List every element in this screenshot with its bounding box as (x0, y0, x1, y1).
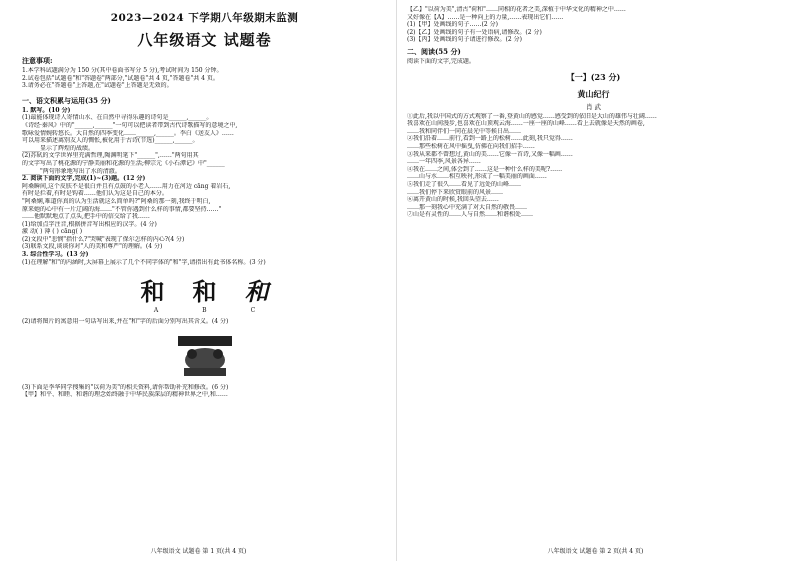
text-line: (1)【甲】处画线的句子……(2 分) (407, 21, 498, 29)
part-heading: 【一】(23 分) (566, 71, 621, 82)
essay-line: ……我们停下来欣赏眼前的风景…… (407, 188, 504, 196)
question-line: 《诗经·秦风》中的"______,______"一句可以把读者带到古代诗歌描写的意境之中, (22, 121, 238, 129)
right-page (397, 0, 794, 561)
essay-line: ……那一刻我心中充满了对大自然的敬畏…… (407, 203, 528, 211)
text-line: (2)【乙】处画线的句子有一处语病,请修改。(2 分) (407, 28, 542, 36)
notes-heading: 注意事项: (22, 56, 53, 65)
exam-title: 2023—2024 下学期八年级期末监测 (110, 12, 299, 24)
text-line: 又好像在【A】……是一种向上的力量,……表现出它们…… (407, 13, 564, 21)
essay-line: ……一年四季,风景各异…… (407, 158, 481, 166)
label-a: A (153, 307, 159, 315)
question-line: (2)苏轼的文学世界里充满哲理,陶渊明笔下"______",……"两句用其 (22, 152, 199, 160)
essay-line: ③我从来都不曾想过,黄山的美……它像一首诗,又像一幅画…… (407, 150, 573, 158)
question-line: ______显示了辉煌的战绩。 (22, 144, 95, 152)
he-calligraphy (22, 272, 387, 307)
label-b: B (202, 307, 207, 315)
question-heading: 2. 阅读下面的文字,完成(1)~(3)题。(12 分) (22, 175, 146, 183)
illustration-image (170, 330, 240, 380)
note-line: 1.本学科试题满分为 150 分(其中卷面书写分 5 分),考试时间为 150 分钟。 (22, 67, 223, 74)
subquestion-line: (3)下面是李华同学搜集的"以荷为美"的相关资料,请你帮助补充和修改。(6 分) (22, 383, 229, 391)
page-footer: 八年级语文 试题卷 第 2 页(共 4 页) (547, 548, 644, 555)
note-line: 2.试卷包括"试题卷"和"答题卷"两部分,"试题卷"共 4 页,"答题卷"共 4 页。 (22, 74, 219, 82)
subquestion-line: (1)给加点字注音,根据拼音写出相应的汉字。(4 分) (22, 220, 157, 228)
passage-line: "阿桑娴,难道你真的认为生活就这么简单吗?"阿桑的那一刻,我终于明白, (22, 197, 211, 205)
subquestion-line: (2)请将图片的寓意用一句话写出来,并在"和"字的后面分别写出其含义。(4 分) (22, 318, 229, 326)
essay-line: ②我们沿着……前行,看到一路上的松树……此刻,我只觉得…… (407, 135, 573, 143)
text-line: (3)【丙】处画线的句子请进行修改。(2 分) (407, 36, 522, 44)
subquestion-line: 激 动( ) 薄 ( ) cāng( ) (22, 228, 83, 236)
question-heading: 3. 综合性学习。(13 分) (22, 251, 89, 259)
page-footer: 八年级语文 试题卷 第 1 页(共 4 页) (150, 548, 247, 555)
question-heading: 1. 默写。(10 分) (22, 106, 71, 114)
question-line: ______"两句形象地写出了水的清澈。 (22, 167, 121, 175)
passage-line: 有时是拦着,有时是钩着……他们认为这是自己的本分。 (22, 190, 168, 198)
essay-line: ④我在……之间,体会到了……这是一种什么样的美呢?…… (407, 165, 563, 173)
note-line: 3.请务必在"答题卷"上答题,在"试题卷"上答题是无效的。 (22, 82, 173, 90)
question-line: 可以用来描述离别友人的惆怅,被化用于古诗(节选)______,______。 (22, 137, 199, 145)
subquestion-line: (2)文段中"悲悯"指什么?"哭喊"表现了保尔怎样的内心?(4 分) (22, 235, 185, 243)
subquestion-line: (1)在理解"和"的内涵时,大屏幕上展示了几个不同字体的"和"字,请指出有此书体名称。(3 分) (22, 258, 266, 266)
essay-line: 我喜欢在山间漫步,也喜欢在山顶观云海……一座一座的山峰……看上去就像是天然的画卷, (407, 120, 645, 128)
essay-title: 黄山纪行 (577, 88, 610, 99)
passage-line: ……他默默地点了点头,把手中的信交给了我…… (22, 213, 150, 221)
label-c: C (250, 307, 256, 315)
question-line: 歌咏爱情婉转悠长。大自然的四季变化……______,______。李白《送友人》…… (22, 129, 234, 137)
section-heading: 一、语文积累与运用(35 分) (22, 95, 111, 105)
essay-line: ……山与水……相互映衬,形成了一幅美丽的画面…… (407, 173, 547, 181)
section-heading: 二、阅读(55 分) (407, 46, 461, 56)
essay-line: ⑥离开黄山的时候,我回头望去…… (407, 196, 499, 204)
essay-line: ……那些松树在风中摇曳,仿佛在向我们招手…… (407, 142, 535, 150)
essay-author: 肖 武 (585, 102, 602, 111)
text-line: 【乙】"以荷为美",清古"荷和"……同相的花者之美,深植于中华文化的精神之中…… (407, 6, 626, 13)
essay-line: ⑦山是有灵性的……人与自然……和谐相处…… (407, 211, 534, 219)
question-line: (1)最能体现诗人寄情山水、在自然中寻得乐趣的诗句是______,______。 (22, 114, 213, 122)
subquestion-line: 【甲】和平、和睦、和谐的理念始终融于中华民族深层的精神世界之中,和…… (22, 391, 228, 399)
passage-line: 阿桑瞬间,这个皮肤不是很白并且有点鼓的小老人……用力在河边 cāng 着岩石, (22, 182, 231, 190)
he-labels (22, 307, 387, 314)
essay-line: ①此后,我以中国式的方式观察了一番,登黄山的感觉……感受到的依旧是大山的雄伟与壮阔…… (407, 112, 657, 120)
question-line: 的文字写出了桃花源的宁静美丽和花源的生活;柳宗元《小石潭记》中"______ (22, 159, 225, 167)
he-char-c: 和 (244, 277, 269, 307)
passage-line: 原来她的心中有一片辽阔的海……"不管你遇到什么样的事情,都要坚持……" (22, 205, 222, 213)
essay-line: ……我和同伴们一同在晨光中等候日出…… (407, 127, 522, 135)
he-char-b: 和 (192, 278, 217, 307)
text-line: 阅读下面的文字,完成题。 (407, 57, 475, 65)
he-char-a: 和 (140, 277, 165, 307)
essay-line: ⑤我们走了很久……看见了远处的山峰…… (407, 180, 522, 188)
exam-subtitle: 八年级语文 试题卷 (137, 31, 272, 49)
subquestion-line: (3)联系文段,谈谈你对"人的美和尊严"的理解。(4 分) (22, 243, 163, 251)
